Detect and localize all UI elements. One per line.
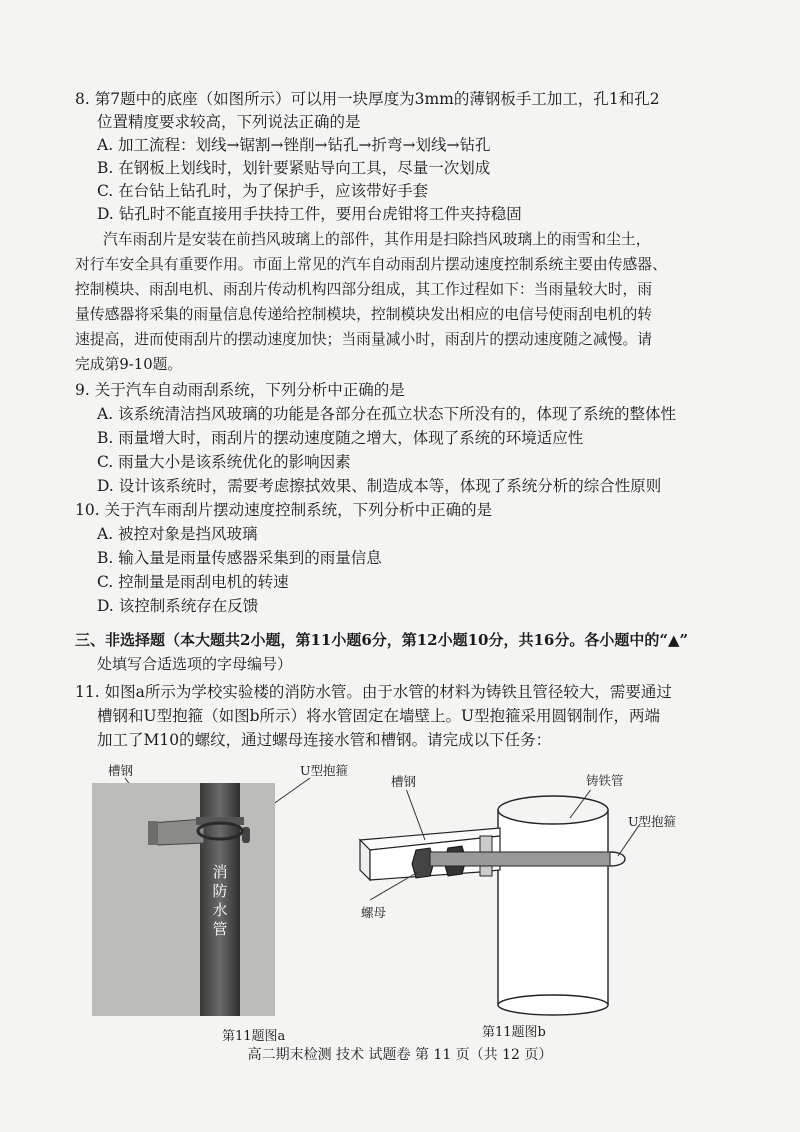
fig-b-label-channel: 槽钢 <box>391 774 417 789</box>
fig-a-label-u-clamp: U型抱箍 <box>300 763 349 778</box>
fig-b-label-nut: 螺母 <box>361 905 387 920</box>
fig-a-label-channel: 槽钢 <box>108 763 134 778</box>
q9-option-d: D. 设计该系统时，需要考虑擦拭效果、制造成本等，体现了系统分析的综合性原则 <box>97 477 662 495</box>
passage-line: 速提高，进而使雨刮片的摆动速度加快；当雨量减小时，雨刮片的摆动速度随之减慢。请 <box>75 331 653 348</box>
q8-option-d: D. 钻孔时不能直接用手扶持工件，要用台虎钳将工件夹持稳固 <box>97 205 522 223</box>
passage-line: 对行车安全具有重要作用。市面上常见的汽车自动雨刮片摆动速度控制系统主要由传感器、 <box>75 256 667 273</box>
q8-stem-line1: 8. 第7题中的底座（如图所示）可以用一块厚度为3mm的薄钢板手工加工，孔1和孔2 <box>75 90 660 108</box>
q11-stem-line1: 11. 如图a所示为学校实验楼的消防水管。由于水管的材料为铸铁且管径较大，需要通过 <box>75 683 672 701</box>
q8-option-b: B. 在钢板上划线时，划针要紧贴导向工具，尽量一次划成 <box>97 159 491 177</box>
q10-option-c: C. 控制量是雨刮电机的转速 <box>97 573 289 591</box>
fig-b-label-u-clamp: U型抱箍 <box>628 814 677 829</box>
passage-line: 量传感器将采集的雨量信息传递给控制模块，控制模块发出相应的电信号使雨刮电机的转 <box>75 306 653 323</box>
fig-a-photo <box>92 783 275 1016</box>
q9-option-b: B. 雨量增大时，雨刮片的摆动速度随之增大，体现了系统的环境适应性 <box>97 429 584 447</box>
fig-a-pipe-text: 消防水管 <box>212 863 228 938</box>
fig-b-caption: 第11题图b <box>482 1025 546 1040</box>
page-footer: 高二期末检测 技术 试题卷 第 11 页（共 12 页） <box>247 1047 553 1063</box>
q11-stem-line3: 加工了M10的螺纹，通过螺母连接水管和槽钢。请完成以下任务： <box>97 731 552 749</box>
passage-line: 完成第9-10题。 <box>75 356 183 373</box>
q10-option-a: A. 被控对象是挡风玻璃 <box>97 525 258 543</box>
q9-option-c: C. 雨量大小是该系统优化的影响因素 <box>97 453 351 471</box>
q10-stem: 10. 关于汽车雨刮片摆动速度控制系统，下列分析中正确的是 <box>75 501 493 519</box>
q8-option-c: C. 在台钻上钻孔时，为了保护手，应该带好手套 <box>97 182 429 200</box>
q11-stem-line2: 槽钢和U型抱箍（如图b所示）将水管固定在墙壁上。U型抱箍采用圆钢制作，两端 <box>97 707 661 725</box>
passage-line: 控制模块、雨刮电机、雨刮片传动机构四部分组成，其工作过程如下：当雨量较大时，雨 <box>75 281 653 298</box>
section3-heading-line2: 处填写合适选项的字母编号） <box>97 655 293 673</box>
section3-heading: 三、非选择题（本大题共2小题，第11小题6分，第12小题10分，共16分。各小题中的“▲” <box>75 631 689 649</box>
q9-stem: 9. 关于汽车自动雨刮系统，下列分析中正确的是 <box>75 381 405 399</box>
fig-a-pipe-photo <box>92 783 275 1016</box>
q8-stem-line2: 位置精度要求较高，下列说法正确的是 <box>97 113 361 131</box>
passage-line: 汽车雨刮片是安装在前挡风玻璃上的部件，其作用是扫除挡风玻璃上的雨雪和尘土， <box>103 231 651 248</box>
fig-a-caption: 第11题图a <box>222 1029 286 1044</box>
q8-option-a: A. 加工流程：划线→锯割→锉削→钻孔→折弯→划线→钻孔 <box>97 136 491 154</box>
q10-option-d: D. 该控制系统存在反馈 <box>97 597 259 615</box>
fig-b-label-iron-pipe: 铸铁管 <box>586 773 624 788</box>
q9-option-a: A. 该系统清洁挡风玻璃的功能是各部分在孤立状态下所没有的，体现了系统的整体性 <box>97 405 677 423</box>
q10-option-b: B. 输入量是雨量传感器采集到的雨量信息 <box>97 549 382 567</box>
